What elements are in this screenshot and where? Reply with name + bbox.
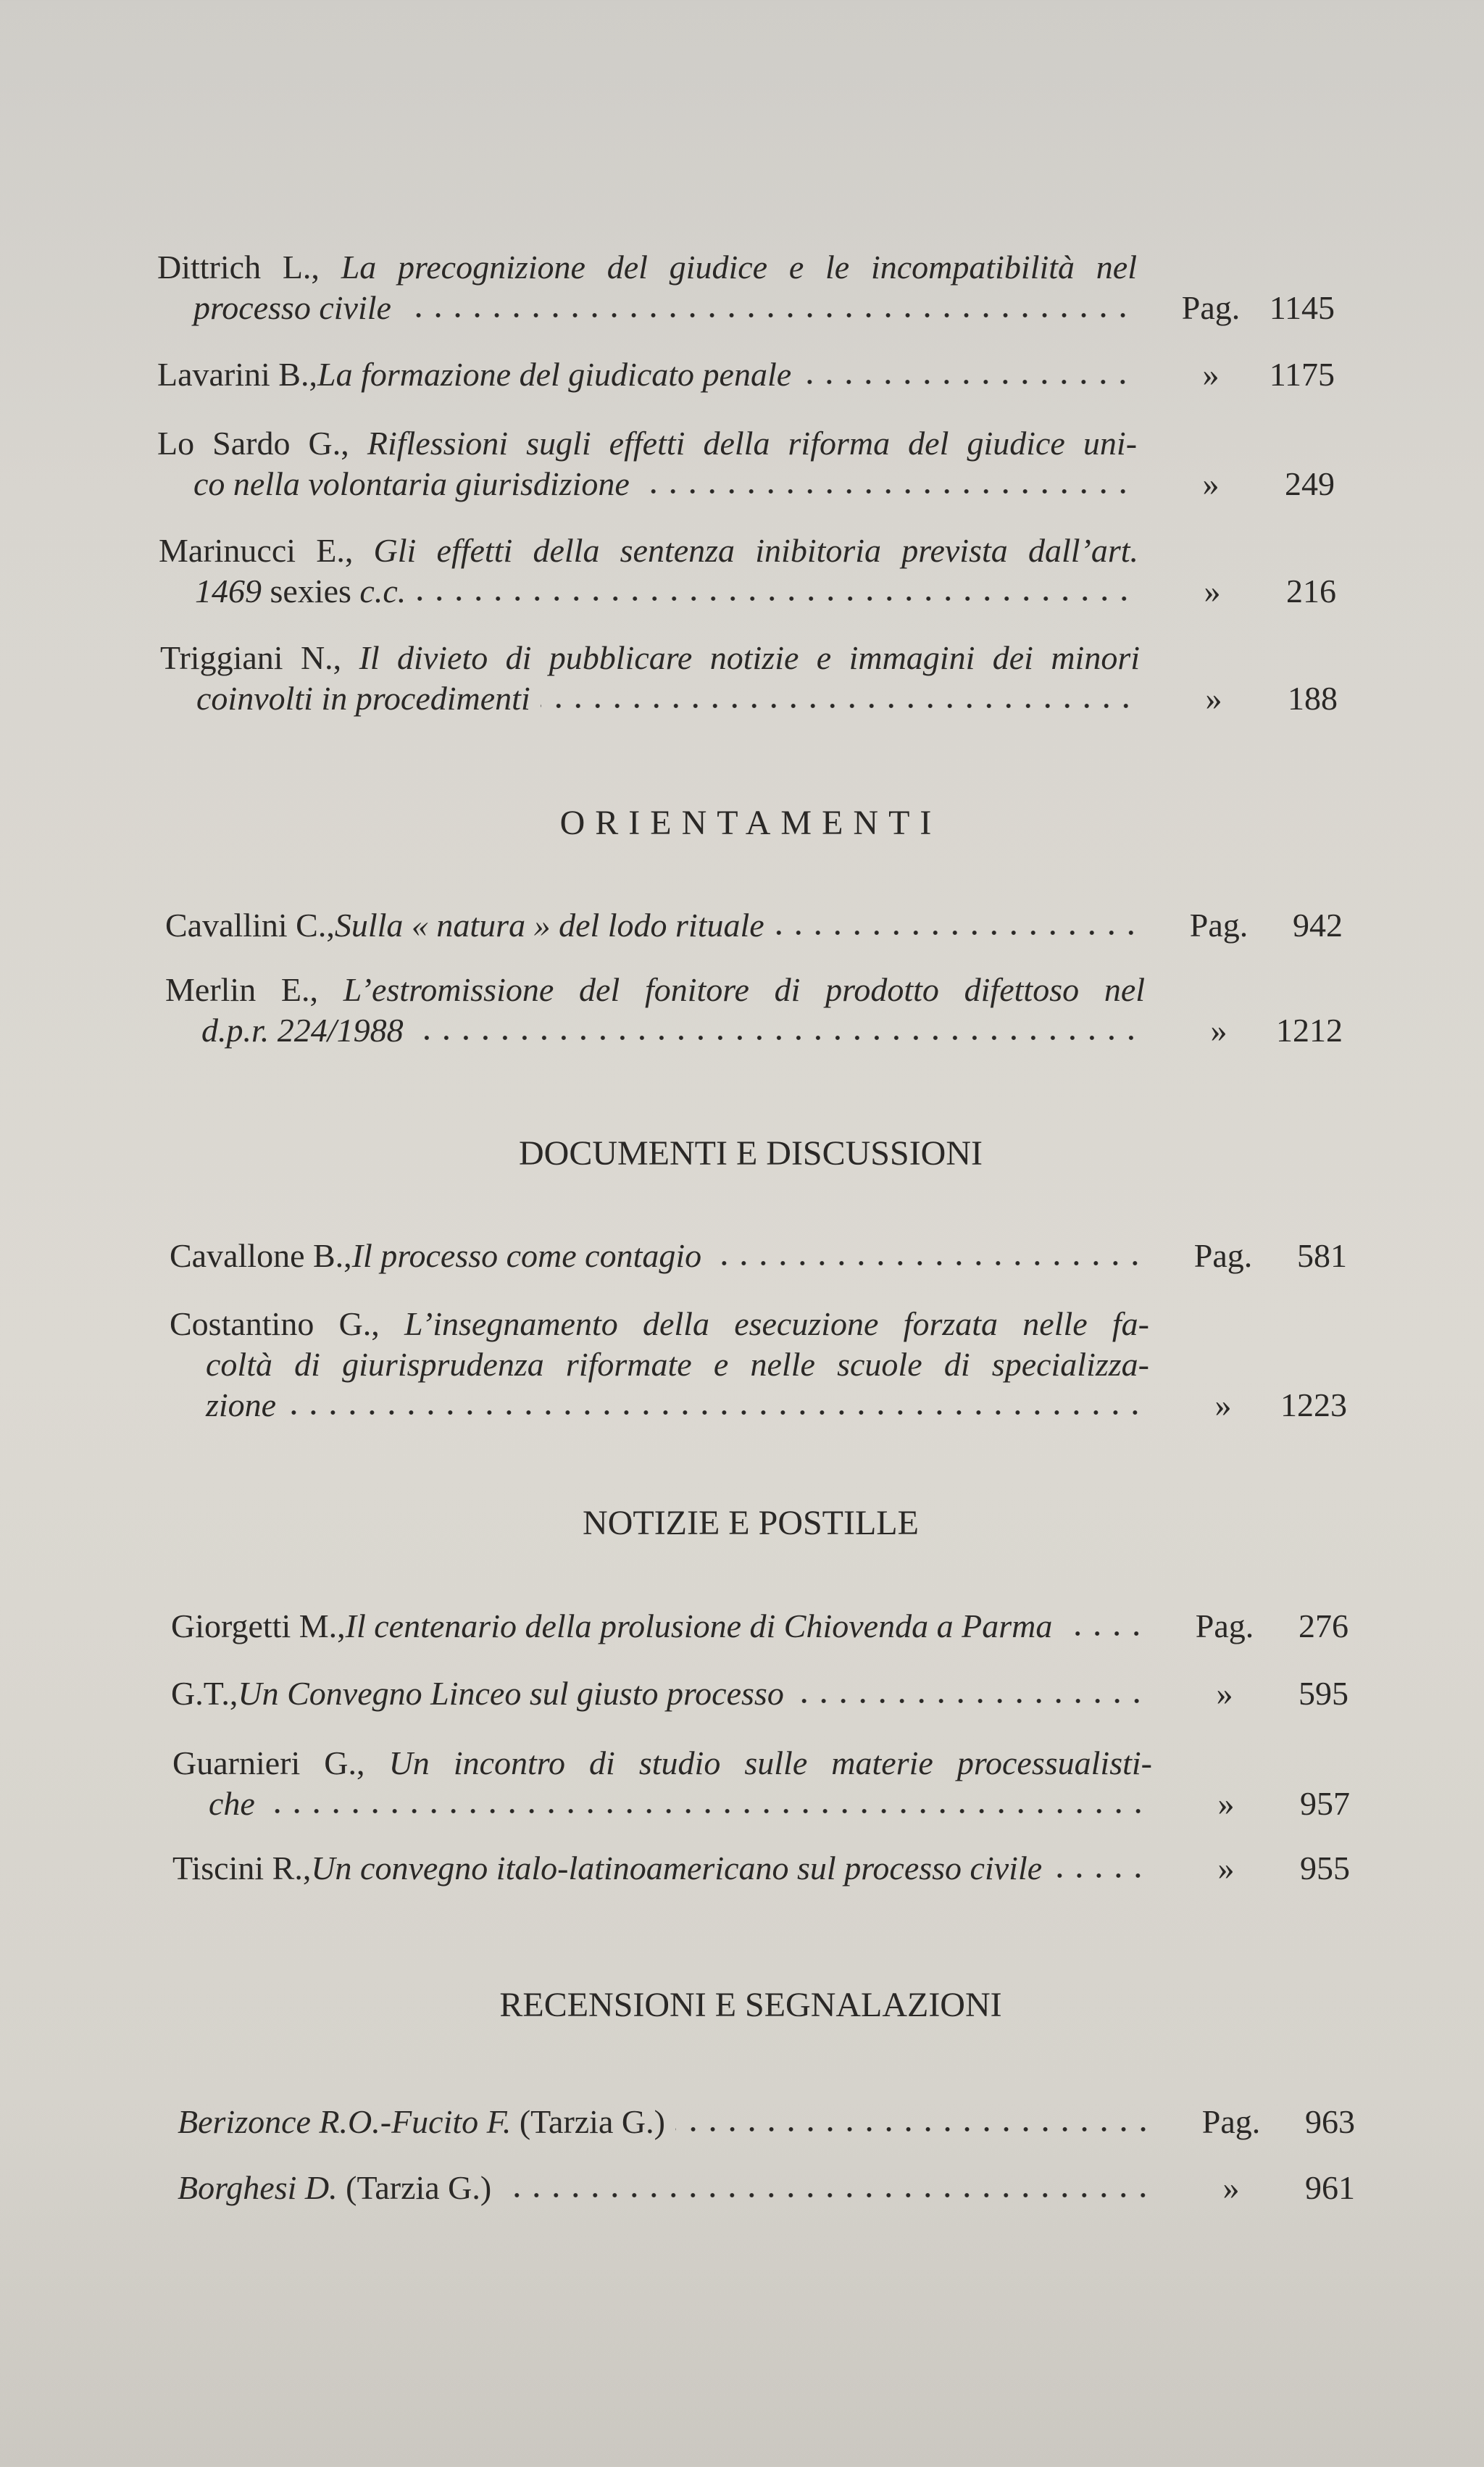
dot-leader [801, 378, 1133, 386]
title-segment: La precognizione del giudice e le incompatibilità nel [341, 249, 1137, 286]
page-reference [1138, 571, 1336, 612]
toc-entry-line [159, 571, 1336, 612]
entry-title [341, 249, 1137, 286]
entry-title [335, 905, 764, 946]
page-reference [1145, 1010, 1343, 1051]
page-reference [1152, 1848, 1350, 1889]
dot-leader [286, 1409, 1145, 1416]
title-segment: processo civile [193, 289, 391, 326]
entry-text [172, 1784, 1152, 1824]
page-label: » [1205, 680, 1222, 717]
entry-title [201, 1010, 404, 1051]
title-segment: coltà di giurisprudenza riformate e nelle scuole di specializza- [206, 1346, 1149, 1383]
page-reference [1149, 1385, 1347, 1426]
page-reference [1137, 464, 1335, 504]
title-segment: Un incontro di studio sulle materie processualisti- [388, 1744, 1152, 1781]
page-label: » [1210, 1012, 1227, 1049]
title-segment: L’insegnamento della esecuzione forzata nelle fa- [404, 1305, 1149, 1342]
entry-author: Costantino G., [170, 1305, 380, 1342]
page-label: Pag. [1181, 289, 1241, 326]
dot-leader [416, 595, 1134, 602]
section-heading: RECENSIONI E SEGNALAZIONI [499, 1986, 1002, 2024]
section-heading: ORIENTAMENTI [559, 804, 942, 842]
entry-title [311, 1848, 1042, 1889]
dot-leader [501, 2192, 1153, 2199]
title-segment: (Tarzia G.) [511, 2103, 665, 2140]
page-number: 955 [1300, 1850, 1350, 1886]
dot-leader [265, 1807, 1148, 1815]
toc-entry [157, 423, 1335, 504]
page-number: 1145 [1269, 289, 1335, 326]
toc-entry [165, 905, 1343, 946]
page-reference [1157, 2102, 1355, 2142]
toc-entry-line [157, 354, 1335, 395]
page-label: Pag. [1193, 1237, 1253, 1274]
entry-text [170, 1385, 1149, 1426]
entry-text [165, 1010, 1145, 1051]
page-number: 1212 [1276, 1012, 1343, 1049]
entry-text [157, 354, 1137, 395]
title-segment: Berizonce R.O.-Fucito F. [178, 2103, 512, 2140]
entry-text [178, 2102, 1157, 2142]
title-segment: c.c. [359, 573, 407, 610]
title-segment: che [209, 1785, 255, 1822]
entry-title [317, 354, 791, 395]
page-label: » [1202, 356, 1220, 393]
toc-entry-line [165, 905, 1343, 946]
toc-entry [178, 2102, 1355, 2142]
dot-leader [640, 488, 1133, 495]
entry-text [172, 1743, 1152, 1784]
title-segment: co nella volontaria giurisdizione [193, 465, 630, 502]
page-label: » [1202, 465, 1220, 502]
entry-author: Lo Sardo G., [157, 425, 349, 462]
page-label: » [1216, 1675, 1233, 1712]
toc-entry [159, 531, 1336, 612]
toc-entry-line [170, 1236, 1347, 1276]
entry-title [389, 1744, 1152, 1781]
title-segment: L’estromissione del fonitore di prodotto difettoso nel [343, 971, 1146, 1008]
entry-author: G.T., [171, 1675, 238, 1712]
entry-title [209, 1784, 255, 1824]
title-segment: zione [206, 1386, 277, 1423]
page-reference [1149, 1236, 1347, 1276]
entry-title [178, 2102, 665, 2142]
toc-entry-line [157, 247, 1335, 288]
toc-entry [160, 638, 1338, 719]
page-number: 216 [1286, 573, 1336, 610]
section-heading: NOTIZIE E POSTILLE [583, 1504, 919, 1542]
entry-title [178, 2168, 491, 2208]
page-number: 961 [1305, 2169, 1355, 2206]
dot-leader [401, 312, 1133, 319]
page-number: 1223 [1280, 1386, 1347, 1423]
dot-leader [541, 702, 1135, 710]
toc-entry-line [171, 1673, 1348, 1714]
entry-author: Merlin E., [165, 971, 319, 1008]
section-heading: DOCUMENTI E DISCUSSIONI [518, 1134, 983, 1173]
entry-text [160, 678, 1140, 719]
title-segment: Un convegno italo-latinoamericano sul processo civile [311, 1850, 1043, 1886]
toc-entry-line [170, 1344, 1347, 1385]
page-label: Pag. [1195, 1607, 1254, 1644]
toc-entry-line [165, 1010, 1343, 1051]
page-number: 276 [1298, 1607, 1348, 1644]
entry-title [346, 1606, 1053, 1647]
toc-entry [171, 1606, 1348, 1647]
title-segment: coinvolti in procedimenti [196, 680, 530, 717]
title-segment: Un Convegno Linceo sul giusto processo [238, 1675, 784, 1712]
dot-leader [1062, 1630, 1146, 1637]
entry-author: Lavarini B., [157, 356, 317, 393]
page-reference [1151, 1606, 1348, 1647]
toc-entry [165, 970, 1343, 1051]
entry-title [193, 464, 630, 504]
page-number: 957 [1300, 1785, 1350, 1822]
page-reference [1137, 354, 1335, 395]
entry-title [196, 678, 530, 719]
entry-author: Giorgetti M., [171, 1607, 346, 1644]
entry-text [159, 531, 1138, 571]
dot-leader [414, 1034, 1141, 1041]
entry-text [171, 1606, 1151, 1647]
entry-title [367, 425, 1137, 462]
entry-author: Triggiani N., [160, 639, 342, 676]
page-number: 595 [1298, 1675, 1348, 1712]
dot-leader [1052, 1872, 1148, 1879]
toc-entry [170, 1236, 1347, 1276]
entry-title [193, 288, 391, 328]
toc-entry-line [160, 638, 1338, 678]
toc-entry-line [160, 678, 1338, 719]
entry-text [171, 1673, 1151, 1714]
toc-entry-line [157, 288, 1335, 328]
toc-entry-line [171, 1606, 1348, 1647]
page-reference [1152, 1784, 1350, 1824]
toc-entry [172, 1743, 1350, 1824]
entry-text [165, 905, 1145, 946]
entry-author: Marinucci E., [159, 532, 354, 569]
page-number: 963 [1305, 2103, 1355, 2140]
page-reference [1151, 1673, 1348, 1714]
title-segment: Borghesi D. [178, 2169, 338, 2206]
entry-title [206, 1385, 276, 1426]
toc-entry-line [172, 1848, 1350, 1889]
page-number: 1175 [1269, 356, 1335, 393]
entry-title [404, 1305, 1149, 1342]
entry-title [343, 971, 1145, 1008]
page-reference [1137, 288, 1335, 328]
toc-entry-line [170, 1304, 1347, 1344]
page-label: Pag. [1189, 907, 1249, 944]
title-segment: Sulla « natura » del lodo rituale [334, 907, 764, 944]
page-label: » [1204, 573, 1221, 610]
toc-entry-line [172, 1743, 1350, 1784]
title-segment: Il processo come contagio [351, 1237, 702, 1274]
page-reference [1157, 2168, 1355, 2208]
toc-entry [157, 247, 1335, 328]
page-label: » [1222, 2169, 1240, 2206]
title-segment: 1469 [195, 573, 262, 610]
entry-author: Tiscini R., [172, 1850, 312, 1886]
title-segment: Il divieto di pubblicare notizie e immagini dei minori [359, 639, 1141, 676]
entry-text [165, 970, 1145, 1010]
title-segment: sexies [262, 573, 360, 610]
title-segment: Gli effetti della sentenza inibitoria prevista dall’art. [373, 532, 1139, 569]
toc-entry [171, 1673, 1348, 1714]
entry-author: Dittrich L., [157, 249, 320, 286]
title-segment: (Tarzia G.) [337, 2169, 492, 2206]
entry-text [157, 288, 1137, 328]
page-number: 249 [1285, 465, 1335, 502]
entry-text [172, 1848, 1152, 1889]
page-label: » [1217, 1850, 1235, 1886]
entry-text [170, 1236, 1149, 1276]
entry-author: Guarnieri G., [172, 1744, 365, 1781]
entry-title [206, 1346, 1149, 1383]
page-reference [1145, 905, 1343, 946]
title-segment: Riflessioni sugli effetti della riforma del giudice uni- [367, 425, 1138, 462]
toc-entry-line [165, 970, 1343, 1010]
title-segment: Il centenario della prolusione di Chiovenda a Parma [345, 1607, 1053, 1644]
toc-entry [157, 354, 1335, 395]
entry-author: Cavallone B., [170, 1237, 352, 1274]
entry-text [159, 571, 1138, 612]
toc-entry-line [172, 1784, 1350, 1824]
page-label: » [1217, 1785, 1235, 1822]
title-segment: La formazione del giudicato penale [317, 356, 792, 393]
entry-text [170, 1344, 1149, 1385]
page-label: Pag. [1201, 2103, 1261, 2140]
entry-text [157, 247, 1137, 288]
entry-author: Cavallini C., [165, 907, 335, 944]
toc-entry-line [157, 464, 1335, 504]
page-reference [1140, 678, 1338, 719]
page-number: 942 [1293, 907, 1343, 944]
page-number: 188 [1288, 680, 1338, 717]
dot-leader [775, 929, 1141, 936]
page-label: » [1214, 1386, 1232, 1423]
dot-leader [712, 1260, 1145, 1267]
dot-leader [794, 1697, 1146, 1705]
entry-text [178, 2168, 1157, 2208]
page-number: 581 [1297, 1237, 1347, 1274]
entry-text [160, 638, 1140, 678]
dot-leader [675, 2126, 1153, 2133]
toc-entry-line [178, 2102, 1355, 2142]
entry-text [157, 423, 1137, 464]
toc-entry [178, 2168, 1355, 2208]
entry-title [359, 639, 1140, 676]
toc-entry-line [157, 423, 1335, 464]
entry-text [157, 464, 1137, 504]
entry-text [170, 1304, 1149, 1344]
entry-title [374, 532, 1138, 569]
title-segment: d.p.r. 224/1988 [201, 1012, 404, 1049]
toc-entry [170, 1304, 1347, 1426]
entry-title [238, 1673, 783, 1714]
toc-entry [172, 1848, 1350, 1889]
toc-entry-line [170, 1385, 1347, 1426]
toc-entry-line [178, 2168, 1355, 2208]
entry-title [195, 571, 406, 612]
toc-entry-line [159, 531, 1336, 571]
entry-title [352, 1236, 701, 1276]
